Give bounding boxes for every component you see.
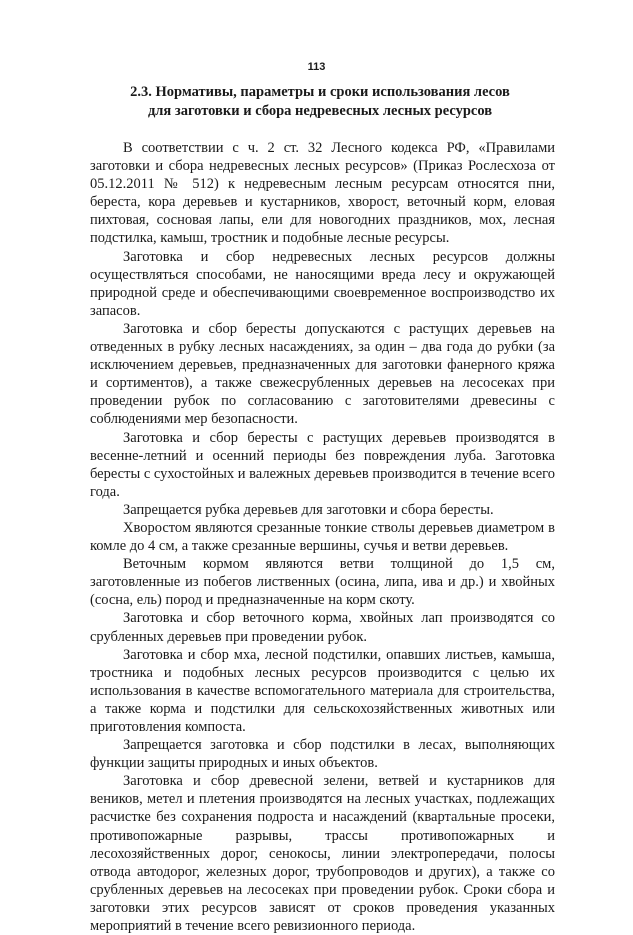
paragraph-7: Веточным кормом являются ветви толщиной до 1,5 см, заготовленные из побегов лиственных (осина, липа, ива и др.) и хвойных (сосна, ель) пород и предназначенные на корм скоту. bbox=[90, 556, 555, 609]
paragraph-5: Запрещается рубка деревьев для заготовки и сбора бересты. bbox=[123, 501, 494, 518]
paragraph-9: Заготовка и сбор мха, лесной подстилки, опавших листьев, камыша, тростника и подобных лесных ресурсов производится с целью их использования в качестве вспомогательного материала для строительства, а также корма и подстилки для сельскохозяйственных животных или приготовления компоста. bbox=[90, 646, 555, 735]
paragraph-8: Заготовка и сбор веточного корма, хвойных лап производятся со срубленных деревьев при проведении рубок. bbox=[90, 610, 555, 645]
paragraph-2: Заготовка и сбор недревесных лесных ресурсов должны осуществляться способами, не наносящими вреда лесу и окружающей природной среде и обеспечивающими своевременное воспроизводство их запасов. bbox=[90, 248, 555, 319]
paragraph-1: В соответствии с ч. 2 ст. 32 Лесного кодекса РФ, «Правилами заготовки и сбора недревесных лесных ресурсов» (Приказ Рослесхоза от 05.12.2011 № 512) к недревесным лесным ресурсам относятся пни, береста, кора деревьев и кустарников, хворост, веточный корм, еловая пихтовая, сосновая лапы, ели для новогодних праздников, мох, лесная подстилка, камыш, тростник и подобные лесные ресурсы. bbox=[90, 140, 555, 247]
paragraph-4: Заготовка и сбор бересты с растущих деревьев производятся в весенне-летний и осенний периоды без повреждения луба. Заготовка бересты с сухостойных и валежных деревьев производится в течение всего года. bbox=[90, 429, 555, 500]
section-heading-line-1: 2.3. Нормативы, параметры и сроки использования лесов bbox=[130, 84, 510, 100]
paragraph-11: Заготовка и сбор древесной зелени, ветвей и кустарников для веников, метел и плетения производятся на лесных участках, подлежащих расчистке без сохранения подроста и насаждений (квартальные просеки, противопожарные разрывы, трассы противопожарных и лесохозяйственных дорог, сенокосы, линии электропередачи, полосы отвода автодорог, железных дорог, трубопроводов и других), а также со срубленных деревьев на лесосеках при проведении рубок. Сроки сбора и заготовки этих ресурсов зависят от сроков проведения указанных мероприятий в течение всего ревизионного периода. bbox=[90, 773, 555, 935]
paragraph-6: Хворостом являются срезанные тонкие стволы деревьев диаметром в комле до 4 см, а также срезанные вершины, сучья и ветви деревьев. bbox=[90, 519, 555, 555]
paragraph-10: Запрещается заготовка и сбор подстилки в лесах, выполняющих функции защиты природных и иных объектов. bbox=[90, 737, 555, 772]
page-number: 113 bbox=[307, 61, 326, 73]
section-heading bbox=[90, 83, 550, 121]
body-text bbox=[90, 139, 555, 935]
paragraph-3: Заготовка и сбор бересты допускаются с растущих деревьев на отведенных в рубку лесных насаждениях, за один – два года до рубки (за исключением деревьев, предназначенных для заготовки фанерного кряжа и сортиментов), а также свежесрубленных деревьев на лесосеках при проведении рубок по согласованию с заготовителями древесины с соблюдениями мер безопасности. bbox=[90, 320, 555, 428]
section-heading-line-2: для заготовки и сбора недревесных лесных ресурсов bbox=[147, 103, 493, 119]
